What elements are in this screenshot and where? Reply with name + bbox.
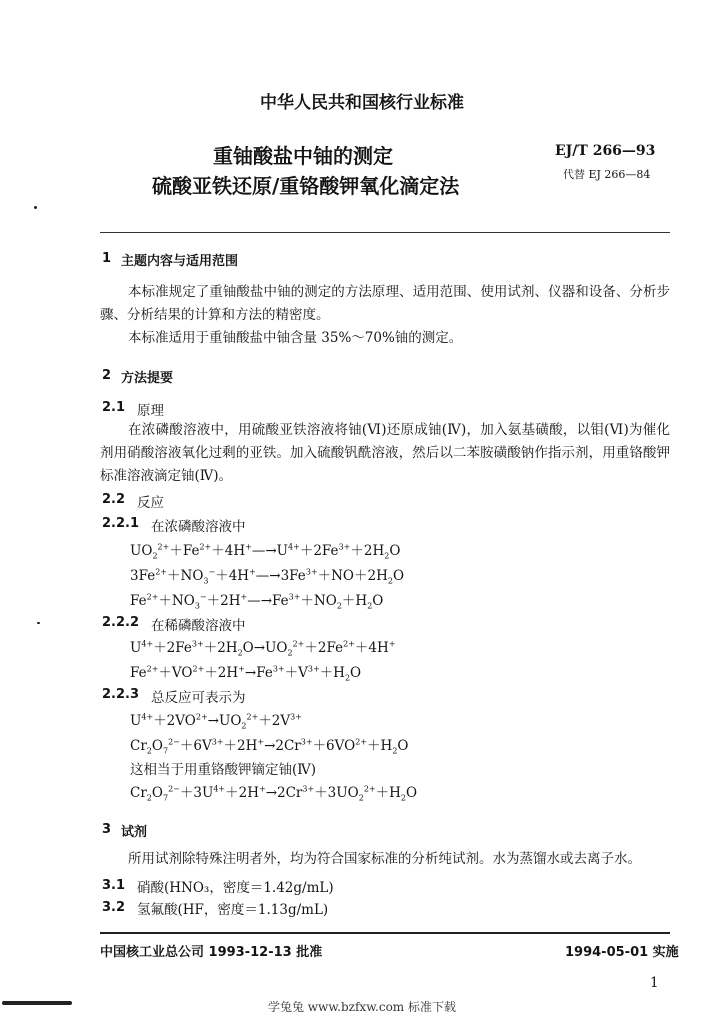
section-3-heading: 试剂 [121,825,148,840]
watermark-text: 学兔兔 www.bzfxw.com 标准下载 [267,1000,457,1014]
implementation-date: 1994-05-01 实施 [565,945,679,960]
scan-artifact [2,1001,72,1005]
header-divider [100,232,670,233]
section-2-number: 2 [102,368,112,383]
equation-4: $U^{4+}+2Fe^{3+}+2H_2O\to UO_2^{2+}+2Fe^{2+}+4H^+$ [130,639,396,658]
equation-1: $UO_2^{2+}+Fe^{2+}+4H^+—\to U^{4+}+2Fe^{3+}+2H_2O$ [130,542,401,561]
section-1-number: 1 [102,251,112,266]
section-2-2-2-title: 在稀磷酸溶液中 [151,618,246,634]
section-2-2-number: 2.2 [102,492,126,507]
equation-6: $U^{4+}+2VO^{2+}\to UO_2^{2+}+2V^{3+}$ [130,712,302,731]
scan-artifact [37,622,40,624]
issuing-body-title: 中华人民共和国核行业标准 [260,93,464,113]
reagent-3-1-text: 硝酸(HNO₃，密度＝1.42g/mL) [137,880,334,896]
page-number: 1 [650,975,659,991]
document-title-line-2: 硫酸亚铁还原/重铬酸钾氧化滴定法 [152,174,460,198]
reagent-3-1-number: 3.1 [102,878,126,893]
section-1-heading: 主题内容与适用范围 [121,254,239,269]
section-2-2-3-number: 2.2.3 [102,687,140,702]
section-1-paragraph-2: 本标准适用于重铀酸盐中铀含量 35%～70%铀的测定。 [128,330,463,346]
equation-7: $Cr_2O_7^{2-}+6V^{3+}+2H^+\to 2Cr^{3+}+6VO^{2+}+H_2O$ [130,737,409,756]
section-2-1-title: 原理 [137,403,164,419]
document-title-line-1: 重铀酸盐中铀的测定 [213,144,393,168]
section-2-1-paragraph: 在浓磷酸溶液中，用硫酸亚铁溶液将铀(Ⅵ)还原成铀(Ⅳ)，加入氨基磺酸，以钼(Ⅵ)为催化剂用硝酸溶液氧化过剩的亚铁。加入硫酸钒酰溶液，然后以二苯胺磺酸钠作指示剂，用重铬酸钾标准溶液滴定铀(Ⅳ)。 [100,422,670,484]
standard-code: EJ/T 266—93 [555,143,656,159]
section-2-2-3-title: 总反应可表示为 [151,690,246,706]
footer-divider [100,932,670,934]
section-2-2-2-number: 2.2.2 [102,615,140,630]
section-1-paragraph-1: 本标准规定了重铀酸盐中铀的测定的方法原理、适用范围、使用试剂、仪器和设备、分析步骤、分析结果的计算和方法的精密度。 [100,284,670,323]
replaces-standard: 代替 EJ 266—84 [563,168,651,181]
reagent-3-2-number: 3.2 [102,900,126,915]
section-3-number: 3 [102,822,112,837]
equivalence-text: 这相当于用重铬酸钾镝定铀(Ⅳ) [130,762,317,778]
section-2-2-title: 反应 [137,495,164,511]
equation-5: $Fe^{2+}+VO^{2+}+2H^+\to Fe^{3+}+V^{3+}+H_2O$ [130,664,362,683]
section-2-2-1-number: 2.2.1 [102,516,140,531]
section-2-2-1-title: 在浓磷酸溶液中 [151,519,246,535]
scan-artifact [34,206,37,209]
section-2-1-number: 2.1 [102,400,126,415]
section-3-paragraph: 所用试剂除特殊注明者外，均为符合国家标准的分析纯试剂。水为蒸馏水或去离子水。 [128,851,641,867]
equation-8: $Cr_2O_7^{2-}+3U^{4+}+2H^+\to 2Cr^{3+}+3UO_2^{2+}+H_2O$ [130,784,418,803]
approval-line: 中国核工业总公司 1993-12-13 批准 [100,945,323,960]
equation-2: $3Fe^{2+}+NO_3^-+4H^+—\to 3Fe^{3+}+NO+2H_2O$ [130,567,405,586]
section-2-heading: 方法提要 [121,371,174,386]
equation-3: $Fe^{2+}+NO_3^-+2H^+—\to Fe^{3+}+NO_2+H_2O$ [130,592,384,611]
reagent-3-2-text: 氢氟酸(HF，密度＝1.13g/mL) [137,902,329,918]
